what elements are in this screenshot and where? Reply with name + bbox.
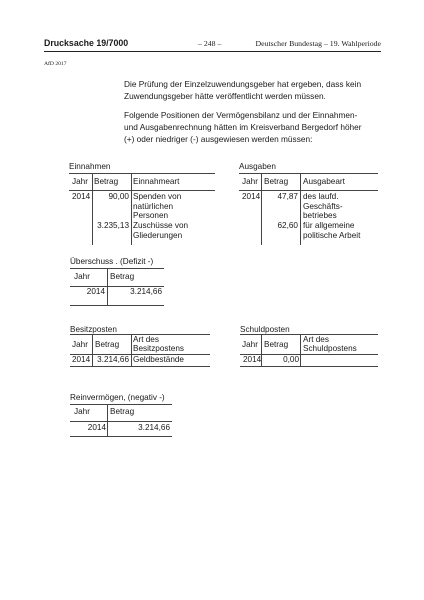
table-rule [240,366,378,367]
column-header-year: Jahr [242,340,258,349]
schuldposten-table [240,324,378,368]
cell-amount: 90,00 [108,192,129,201]
cell-amount: 62,60 [277,221,298,230]
column-header-amount: Betrag [110,407,135,416]
column-header-year: Jahr [72,340,88,349]
column-header-year: Jahr [74,272,90,281]
cell-year: 2014 [242,192,261,201]
section-label: AfD 2017 [44,61,67,67]
column-header-amount: Betrag [94,177,119,186]
cell-amount: 3.235,13 [97,221,129,230]
table-rule [239,173,378,174]
column-header-year: Jahr [242,177,258,186]
table-rule [70,268,164,269]
cell-amount: 0,00 [283,355,299,364]
table-rule [70,305,164,306]
cell-amount: 3.214,66 [97,355,129,364]
column-header-year: Jahr [74,407,90,416]
besitzposten-table [70,324,210,368]
column-divider [131,173,132,245]
table-rule [70,421,172,422]
cell-type: des laufd. Geschäfts- betriebes [303,192,343,220]
table-title: Ausgaben [239,162,276,171]
cell-type: Geldbestände [133,355,184,364]
table-title: Reinvermögen, (negativ -) [70,393,165,402]
column-divider [300,173,301,245]
column-divider [131,334,132,366]
column-header-amount: Betrag [264,340,289,349]
cell-year: 2014 [72,192,91,201]
table-rule [70,436,172,437]
table-title: Überschuss . (Defizit -) [70,257,154,266]
cell-type: Zuschüsse von Gliederungen [133,221,189,240]
document-number: Drucksache 19/7000 [44,38,129,48]
table-rule [69,190,215,191]
column-header-type: Art des Schuldpostens [303,335,357,353]
paragraph-corrections-intro: Folgende Positionen der Vermögensbilanz und der Einnahmen- und Ausgabenrechnung hätten im Kreisverband Bergedorf höher (+) oder niedriger (-) ausgewiesen werden müssen: [124,110,362,144]
einnahmen-table [69,161,215,247]
column-header-amount: Betrag [95,340,120,349]
table-rule [70,404,172,405]
column-header-year: Jahr [72,177,88,186]
table-rule [70,366,210,367]
page-number: – 248 – [198,38,222,48]
reinvermoegen-table [70,392,172,438]
table-title: Besitzposten [70,325,117,334]
column-header-type: Ausgabeart [303,177,345,186]
column-divider [92,173,93,245]
ueberschuss-table [70,256,164,308]
cell-amount: 3.214,66 [138,423,170,432]
table-rule [69,173,215,174]
ausgaben-table [239,161,378,247]
parliament-period: Deutscher Bundestag – 19. Wahlperiode [255,38,381,48]
column-header-type: Einnahmeart [133,177,180,186]
column-divider [261,173,262,245]
column-header-type: Art des Besitzpostens [133,335,184,353]
table-title: Einnahmen [69,162,111,171]
cell-year: 2014 [87,423,106,432]
cell-type: Spenden von natürlichen Personen [133,192,182,220]
header-divider [44,51,381,52]
cell-year: 2014 [243,355,262,364]
paragraph-audit-result: Die Prüfung der Einzelzuwendungsgeber hat ergeben, dass kein Zuwendungsgeber hätte veröffentlicht werden müssen. [124,79,362,101]
table-rule [239,190,378,191]
cell-amount: 47,87 [277,192,298,201]
cell-year: 2014 [86,287,105,296]
table-title: Schuldposten [240,325,290,334]
column-header-amount: Betrag [110,272,135,281]
column-divider [300,334,301,366]
cell-year: 2014 [72,355,91,364]
cell-type: für allgemeine politische Arbeit [303,221,361,240]
column-header-amount: Betrag [264,177,289,186]
cell-amount: 3.214,66 [130,287,162,296]
